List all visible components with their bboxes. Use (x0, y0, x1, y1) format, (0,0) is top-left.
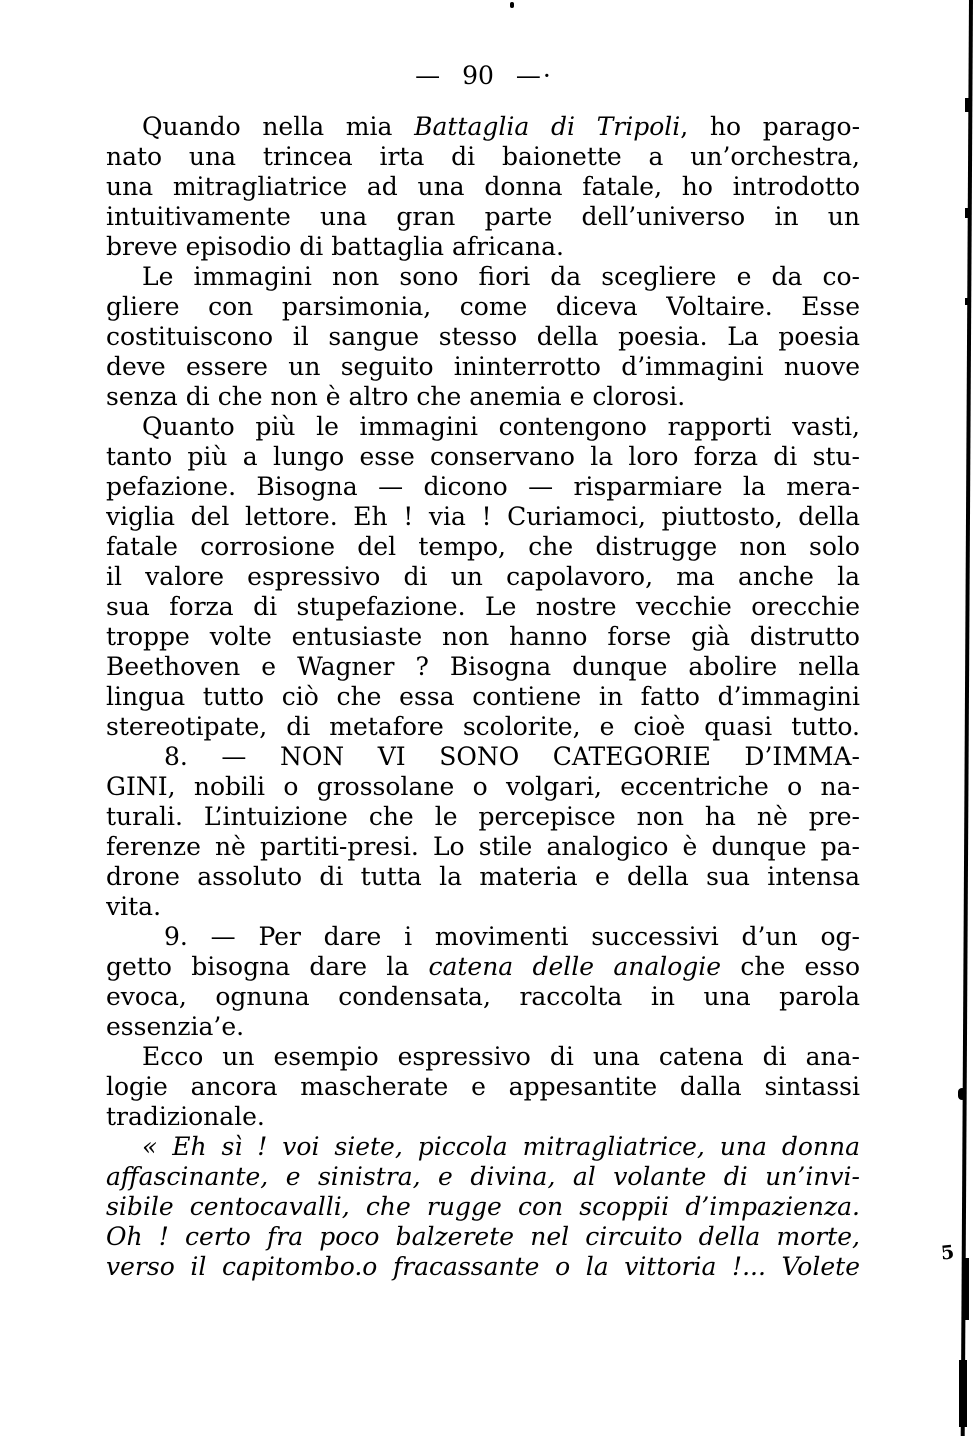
text-line (106, 382, 860, 412)
text-segment: sua forza di stupefazione. Le nostre vecchie orecchie (106, 592, 860, 621)
text-segment: verso il capitombo.o fracassante o la vittoria !... Volete (106, 1252, 860, 1281)
text-line (106, 1102, 860, 1132)
scan-squiggle-mark: 5 (939, 1241, 956, 1265)
text-line (106, 1042, 860, 1072)
text-segment: il valore espressivo di un capolavoro, ma anche la (106, 562, 860, 591)
text-segment: tanto più a lungo esse conservano la loro forza di stu- (106, 442, 860, 471)
text-segment: getto bisogna dare la (106, 952, 429, 981)
text-segment: viglia del lettore. Eh ! via ! Curiamoci, piuttosto, della (106, 502, 860, 531)
text-segment: fatale corrosione del tempo, che distrugge non solo (106, 532, 860, 561)
text-line (106, 412, 860, 442)
text-segment: 9. — Per dare i movimenti successivi d’un og- (164, 922, 860, 951)
text-segment: turali. L’intuizione che le percepisce non ha nè pre- (106, 802, 860, 831)
paragraph (106, 1132, 860, 1282)
text-line (106, 322, 860, 352)
text-line (106, 142, 860, 172)
text-line (106, 202, 860, 232)
text-line (106, 802, 860, 832)
text-line (106, 622, 860, 652)
text-segment: una mitragliatrice ad una donna fatale, ho introdotto (106, 172, 860, 201)
text-segment: deve essere un seguito ininterrotto d’immagini nuove (106, 352, 860, 381)
text-line (106, 112, 860, 142)
text-segment: Oh ! certo fra poco balzerete nel circuito della morte, (106, 1222, 860, 1251)
text-line (106, 1222, 860, 1252)
text-segment: GINI, nobili o grossolane o volgari, eccentriche o na- (106, 772, 860, 801)
text-segment: affascinante, e sinistra, e divina, al volante di un’invi- (106, 1162, 860, 1191)
text-segment: Quanto più le immagini contengono rapporti vasti, (142, 412, 860, 441)
scan-speck-top (510, 2, 514, 8)
text-line (106, 952, 860, 982)
text-segment: nato una trincea irta di baionette a un’orchestra, (106, 142, 860, 171)
text-segment: logie ancora mascherate e appesantite dalla sintassi (106, 1072, 860, 1101)
paragraph (106, 112, 860, 262)
text-segment: gliere con parsimonia, come diceva Voltaire. Esse (106, 292, 860, 321)
text-line (106, 562, 860, 592)
text-segment: intuitivamente una gran parte dell’universo in un (106, 202, 860, 231)
text-segment: senza di che non è altro che anemia e clorosi. (106, 382, 686, 411)
text-line (106, 862, 860, 892)
text-line (106, 1162, 860, 1192)
text-line (106, 1072, 860, 1102)
text-segment: drone assoluto di tutta la materia e della sua intensa (106, 862, 860, 891)
text-segment: 8. — NON VI SONO CATEGORIE D’IMMA- (164, 742, 860, 771)
text-line (106, 232, 860, 262)
text-line (106, 892, 860, 922)
scan-speck (965, 298, 969, 305)
text-line (106, 922, 860, 952)
text-line (106, 1012, 860, 1042)
text-segment: stereotipate, di metafore scolorite, e cioè quasi tutto. (106, 712, 860, 741)
text-line (106, 262, 860, 292)
page-number-header (106, 62, 860, 90)
text-line (106, 502, 860, 532)
header-left-dash: — (415, 61, 441, 90)
header-trailing-dot: · (542, 61, 551, 90)
text-line (106, 532, 860, 562)
header-right-dash: — (515, 61, 541, 90)
text-segment: lingua tutto ciò che essa contiene in fatto d’immagini (106, 682, 860, 711)
text-line (106, 1132, 860, 1162)
text-line (106, 352, 860, 382)
italic-text-segment: catena delle analogie (428, 952, 722, 981)
paragraph (106, 412, 860, 742)
scan-edge-thick-segment (962, 1258, 969, 1320)
scan-edge-thick-segment (959, 1360, 967, 1427)
text-line (106, 832, 860, 862)
scan-speck-blob (958, 1088, 966, 1100)
text-line (106, 172, 860, 202)
text-line (106, 742, 860, 772)
text-segment: evoca, ognuna condensata, raccolta in una parola (106, 982, 860, 1011)
text-segment: Beethoven e Wagner ? Bisogna dunque abolire nella (106, 652, 860, 681)
text-line (106, 1252, 860, 1282)
text-line (106, 682, 860, 712)
text-segment: essenzia’e. (106, 1012, 245, 1041)
text-line (106, 652, 860, 682)
text-segment: pefazione. Bisogna — dicono — risparmiare la mera- (106, 472, 860, 501)
text-line (106, 982, 860, 1012)
text-line (106, 592, 860, 622)
italic-text-segment: Battaglia di Tripoli (414, 112, 681, 141)
text-segment: vita. (106, 892, 162, 921)
text-body (106, 112, 860, 1282)
text-line (106, 472, 860, 502)
text-line (106, 442, 860, 472)
text-line (106, 772, 860, 802)
text-segment: « Eh sì ! voi siete, piccola mitragliatrice, una donna (142, 1132, 860, 1161)
paragraph (106, 922, 860, 1042)
text-segment: Quando nella mia (142, 112, 415, 141)
text-segment: , ho parago- (680, 112, 860, 141)
paragraph (106, 262, 860, 412)
text-line (106, 292, 860, 322)
text-segment: Ecco un esempio espressivo di una catena di ana- (142, 1042, 860, 1071)
text-segment: troppe volte entusiaste non hanno forse già distrutto (106, 622, 860, 651)
page-number: 90 (462, 61, 494, 90)
text-segment: che esso (721, 952, 860, 981)
paragraph (106, 742, 860, 922)
text-segment: ferenze nè partiti-presi. Lo stile analogico è dunque pa- (106, 832, 860, 861)
text-segment: sibile centocavalli, che rugge con scoppii d’impazienza. (106, 1192, 860, 1221)
text-line (106, 1192, 860, 1222)
text-line (106, 712, 860, 742)
scan-speck (965, 208, 969, 218)
text-segment: breve episodio di battaglia africana. (106, 232, 564, 261)
text-segment: costituiscono il sangue stesso della poesia. La poesia (106, 322, 860, 351)
text-segment: Le immagini non sono fiori da scegliere e da co- (142, 262, 860, 291)
text-segment: tradizionale. (106, 1102, 265, 1131)
scan-speck (965, 98, 969, 112)
paragraph (106, 1042, 860, 1132)
